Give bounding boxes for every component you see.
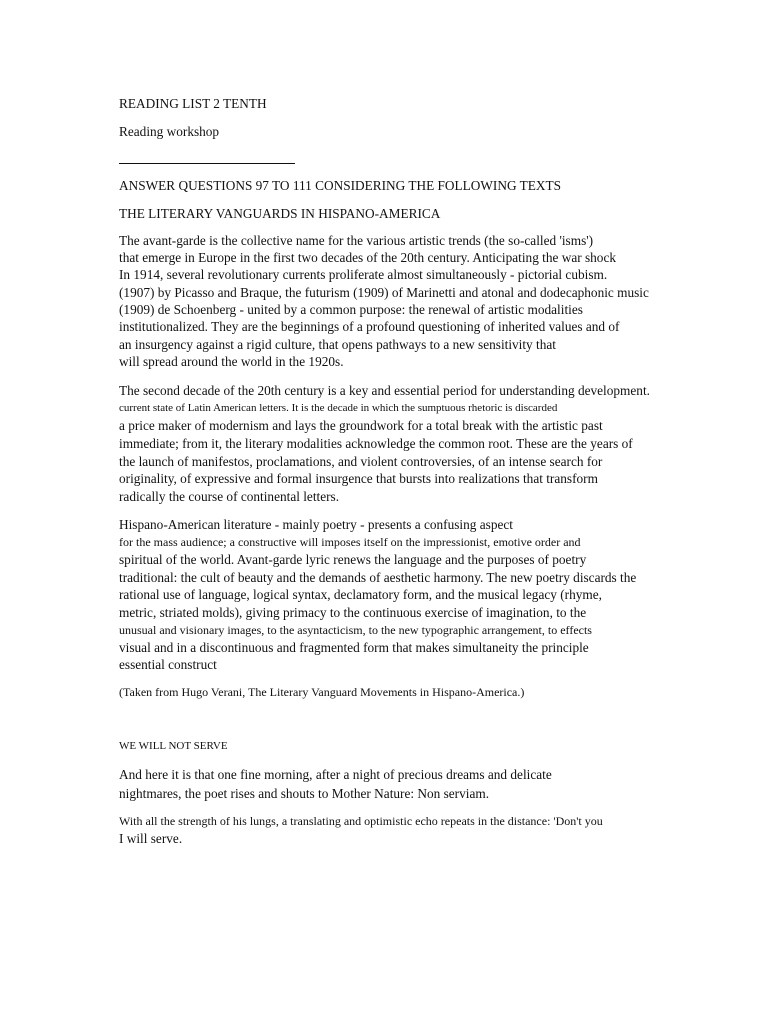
paragraph2-line: the launch of manifestos, proclamations, and violent controversies, of an intense search for	[119, 454, 603, 469]
paragraph1-line: In 1914, several revolutionary currents proliferate almost simultaneously - pictorial cubism.	[119, 267, 608, 282]
source-citation: (Taken from Hugo Verani, The Literary Vanguard Movements in Hispano-America.)	[119, 685, 525, 699]
paragraph1-line: that emerge in Europe in the first two decades of the 20th century. Anticipating the war shock	[119, 250, 617, 265]
paragraph1-line: (1907) by Picasso and Braque, the futurism (1909) of Marinetti and atonal and dodecaphonic music	[119, 285, 649, 300]
paragraph1-line: will spread around the world in the 1920s.	[119, 354, 344, 369]
poem-line: And here it is that one fine morning, after a night of precious dreams and delicate	[119, 767, 552, 782]
paragraph3-line: spiritual of the world. Avant-garde lyric renews the language and the purposes of poetry	[119, 552, 587, 567]
underline-divider	[119, 163, 295, 164]
paragraph3-line: traditional: the cult of beauty and the demands of aesthetic harmony. The new poetry discards the	[119, 570, 637, 585]
poem-title: WE WILL NOT SERVE	[119, 740, 228, 752]
paragraph2-line: The second decade of the 20th century is a key and essential period for understanding development.	[119, 383, 650, 398]
paragraph3-line: visual and in a discontinuous and fragmented form that makes simultaneity the principle	[119, 640, 589, 655]
paragraph2-line: originality, of expressive and formal insurgence that bursts into realizations that transform	[119, 471, 598, 486]
paragraph1-line: (1909) de Schoenberg - united by a common purpose: the renewal of artistic modalities	[119, 302, 583, 317]
paragraph3-line: unusual and visionary images, to the asyntacticism, to the new typographic arrangement, to effects	[119, 623, 592, 637]
paragraph1-line: The avant-garde is the collective name for the various artistic trends (the so-called 'isms')	[119, 233, 594, 248]
paragraph3-line: essential construct	[119, 657, 217, 672]
document-title: READING LIST 2 TENTH	[119, 96, 267, 111]
instructions-heading: ANSWER QUESTIONS 97 TO 111 CONSIDERING THE FOLLOWING TEXTS	[119, 178, 561, 193]
paragraph1-line: institutionalized. They are the beginnings of a profound questioning of inherited values and of	[119, 319, 620, 334]
poem-line: I will serve.	[119, 831, 183, 846]
paragraph2-line: radically the course of continental letters.	[119, 489, 340, 504]
paragraph2-line: immediate; from it, the literary modalities acknowledge the common root. These are the years of	[119, 436, 633, 451]
paragraph3-line: metric, striated molds), giving primacy to the continuous exercise of imagination, to the	[119, 605, 587, 620]
paragraph1-line: an insurgency against a rigid culture, that opens pathways to a new sensitivity that	[119, 337, 556, 352]
paragraph3-line: rational use of language, logical syntax, declamatory form, and the musical legacy (rhyme,	[119, 587, 602, 602]
paragraph2-line: current state of Latin American letters. It is the decade in which the sumptuous rhetoric is discarded	[119, 402, 558, 414]
document-subtitle: Reading workshop	[119, 124, 220, 139]
poem-line: nightmares, the poet rises and shouts to Mother Nature: Non serviam.	[119, 786, 490, 801]
section-title: THE LITERARY VANGUARDS IN HISPANO-AMERICA	[119, 206, 441, 221]
paragraph3-line: Hispano-American literature - mainly poetry - presents a confusing aspect	[119, 517, 513, 532]
paragraph3-line: for the mass audience; a constructive will imposes itself on the impressionist, emotive order and	[119, 535, 581, 549]
paragraph2-line: a price maker of modernism and lays the groundwork for a total break with the artistic past	[119, 418, 603, 433]
poem-line: With all the strength of his lungs, a translating and optimistic echo repeats in the distance: 'Don't you	[119, 814, 603, 828]
